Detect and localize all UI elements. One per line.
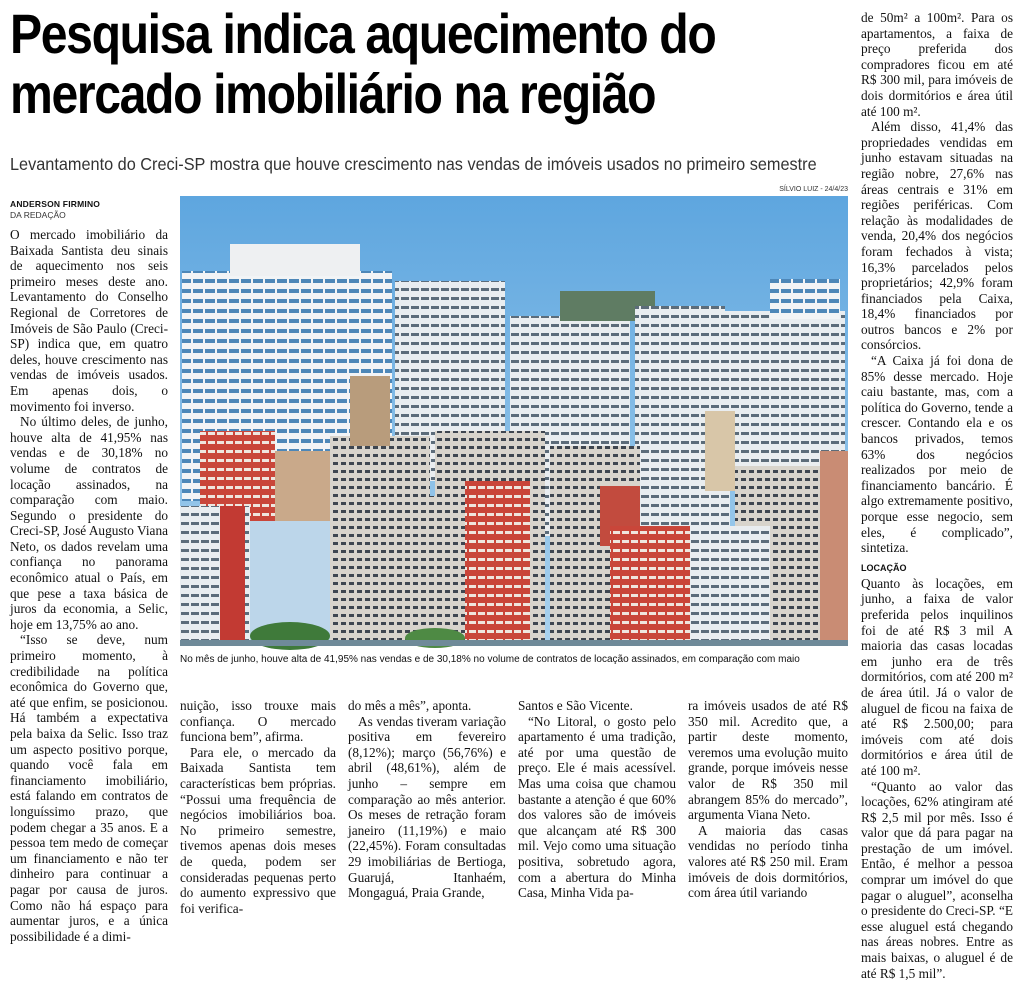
photo-caption: No mês de junho, houve alta de 41,95% nas vendas e de 30,18% no volume de contratos de locação assinados, em comparação com maio <box>180 653 848 667</box>
article-paragraph: do mês a mês”, aponta. <box>348 698 506 714</box>
article-paragraph: Santos e São Vicente. <box>518 698 676 714</box>
section-label: LOCAÇÃO <box>861 562 1013 574</box>
headline-line-2: mercado imobiliário na região <box>10 62 655 125</box>
article-paragraph: A maioria das casas vendidas no período tinha valores até R$ 250 mil. Eram imóveis de dois dormitórios, com área útil variando <box>688 823 848 901</box>
article-paragraph: Além disso, 41,4% das propriedades vendidas em junho estavam situadas na região nobre, 27,6% nas áreas centrais e 31% em regiões periféricas. Com relação às modalidades de venda, 20,4% dos negócios foram fechados à vista; 16,3% parcelados pelos proprietários; 42,9% foram financiados pela Caixa, 18,4% financiados por outros bancos e 2% por consórcios. <box>861 119 1013 353</box>
article-paragraph: ra imóveis usados de até R$ 350 mil. Acredito que, a partir deste momento, veremos uma evolução muito grande, porque imóveis nesse valor de R$ 350 mil abrangem 85% do mercado”, argumenta Viana Neto. <box>688 698 848 823</box>
byline-role: DA REDAÇÃO <box>10 210 168 221</box>
subheadline: Levantamento do Creci-SP mostra que houve crescimento nas vendas de imóveis usados no primeiro semestre <box>10 152 791 176</box>
article-column-2 <box>180 698 336 891</box>
article-paragraph: No último deles, de junho, houve alta de 41,95% nas vendas e de 30,18% no volume de contratos de locação assinados, na comparação com maio. Segundo o presidente do Creci-SP, José Augusto Viana Neto, os dados revelam uma confiança no panorama econômico atual o País, em que pese a taxa básica de juros da economia, a Selic, hoje em 13,75% ao ano. <box>10 414 168 632</box>
article-paragraph: nuição, isso trouxe mais confiança. O mercado funciona bem”, afirma. <box>180 698 336 745</box>
article-paragraph: “Isso se deve, num primeiro momento, à credibilidade na política econômica do Governo que, até que enfim, se posicionou. Há também a expectativa pela baixa da Selic. Isso traz um aspecto positivo porque, quando você fala em financiamento imobiliário, está falando em contratos de longuíssimo prazo, que podem chegar a 35 anos. E a pessoa tem medo de começar um financiamento e não ter dinheiro para continuar a pagar por causa de juros. Como não há espaço para aumentar juros, e a única possibilidade é a dimi- <box>10 632 168 944</box>
article-column-3 <box>348 698 506 891</box>
article-paragraph: Para ele, o mercado da Baixada Santista tem características bem próprias. “Possui uma frequência de negócios imobiliários boa. No primeiro semestre, tivemos apenas dois meses de queda, podem ser consideradas pequenas perto do aumento expressivo que foi verifica- <box>180 745 336 917</box>
article-column-6 <box>861 10 1013 892</box>
article-column-5 <box>688 698 848 891</box>
article-paragraph: “Quanto ao valor das locações, 62% atingiram até R$ 2,5 mil por mês. Isso é valor que dá para pagar na prestação de um imóvel. Então, é melhor a pessoa comprar um imóvel do que pagar o aluguel”, aconselha o presidente do Creci-SP. “E esse aluguel está chegando nas áreas nobres. Entre as mais baixas, o aluguel é de até R$ 1,5 mil”. <box>861 779 1013 981</box>
article-paragraph: de 50m² a 100m². Para os apartamentos, a faixa de preço preferida dos compradores ficou em até R$ 300 mil, para imóveis de dois dormitórios e área útil até 100 m². <box>861 10 1013 119</box>
byline-author: ANDERSON FIRMINO <box>10 199 168 210</box>
article-column-1 <box>10 199 168 891</box>
city-skyline-photo <box>180 196 848 646</box>
article-paragraph: O mercado imobiliário da Baixada Santista deu sinais de aquecimento nos seis primeiro meses deste ano. Levantamento do Conselho Regional de Corretores de Imóveis de São Paulo (Creci-SP) indica que, em quatro deles, houve crescimento nas vendas de imóveis usados. Em apenas dois, o movimento foi inverso. <box>10 227 168 414</box>
article-paragraph: “No Litoral, o gosto pelo apartamento é uma tradição, até por uma questão de preço. Ele é mais acessível. Mas uma coisa que chamou bastante a atenção é que 60% dos valores são de imóveis que alcançam até R$ 300 mil. Vejo como uma situação positiva, sobretudo agora, com a abertura do Minha Casa, Minha Vida pa- <box>518 714 676 901</box>
article-paragraph: Quanto às locações, em junho, a faixa de valor preferida pelos inquilinos foi de até R$ 3 mil A maioria das casas locadas em junho era de três dormitórios, com até 200 m² de área útil. Já o valor de aluguel de ficou na faixa de até R$ 2.500,00; para imóveis com até dois dormitórios e área útil de até 100 m². <box>861 576 1013 779</box>
headline <box>10 4 737 124</box>
article-paragraph: As vendas tiveram variação positiva em fevereiro (8,12%); março (56,76%) e abril (48,61%), além de junho – sempre em comparação ao mês anterior. Os meses de retração foram janeiro (11,19%) e maio (22,45%). Foram consultadas 29 imobiliárias de Bertioga, Guarujá, Itanhaém, Mongaguá, Praia Grande, <box>348 714 506 901</box>
article-paragraph: “A Caixa já foi dona de 85% desse mercado. Hoje caiu bastante, mas, com a política do Governo, tende a crescer. Contando ela e os bancos privados, temos 63% dos negócios realizados por meio de financiamento bancário. É algo extremamente positivo, porque esse negocio, sem eles, é complicado”, sintetiza. <box>861 353 1013 556</box>
headline-line-1: Pesquisa indica aquecimento do <box>10 2 715 65</box>
photo-credit: SÍLVIO LUIZ - 24/4/23 <box>700 186 848 193</box>
article-column-4 <box>518 698 676 891</box>
